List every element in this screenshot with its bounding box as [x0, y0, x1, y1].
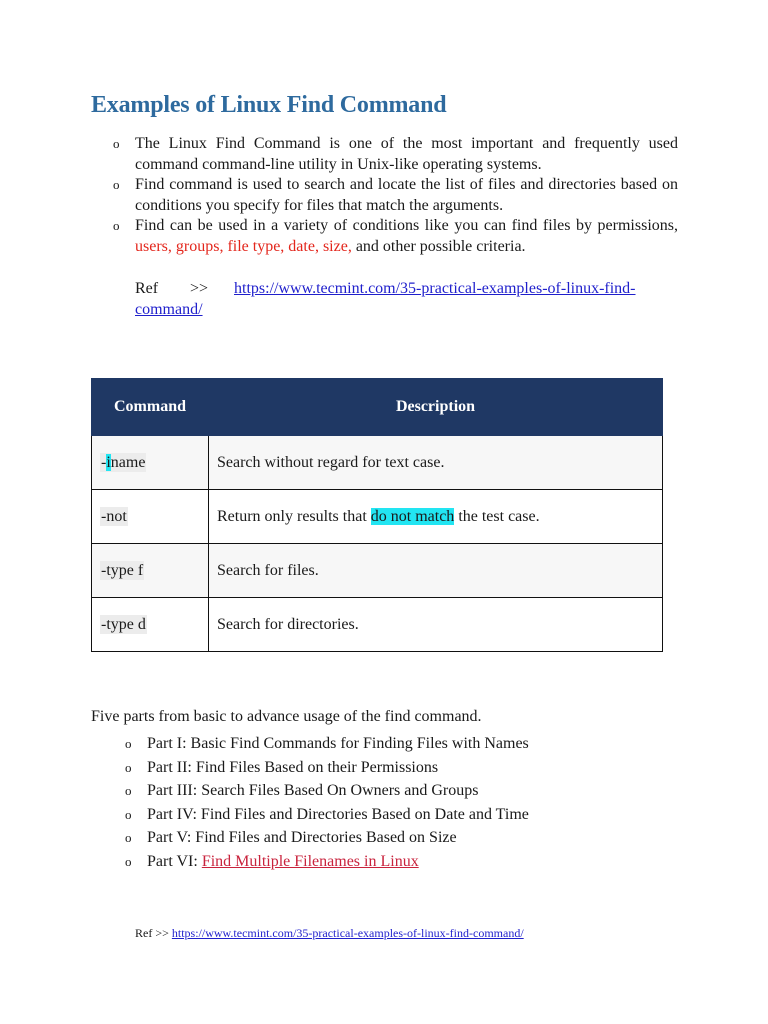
part-text: Part I: Basic Find Commands for Finding Files with Names: [147, 735, 529, 752]
bullet-text: Find command is used to search and locate the list of files and directories based on conditions you specify for files that match the arguments.: [135, 176, 678, 214]
part-text: Part IV: Find Files and Directories Based on Date and Time: [147, 805, 529, 823]
table-row: [92, 598, 663, 652]
part-text: Part VI:: [147, 852, 202, 870]
list-item: [125, 779, 529, 803]
command-highlight: i: [106, 453, 111, 471]
bullet-marker-icon: o: [125, 830, 132, 846]
parts-list: [125, 732, 529, 874]
bullet-marker-icon: o: [125, 806, 132, 822]
command-text: name: [110, 453, 146, 471]
command-cell: [92, 436, 209, 490]
parts-intro-text: Five parts from basic to advance usage of the find command.: [91, 708, 482, 725]
column-header-command: Command: [92, 379, 209, 436]
description-cell: Search for files.: [209, 544, 663, 598]
table-header-row: [92, 379, 663, 436]
find-multiple-filenames-link[interactable]: Find Multiple Filenames in Linux: [201, 852, 419, 870]
bullet-text: Find can be used in a variety of conditions like you can find files by permissions,: [135, 217, 678, 234]
list-item: [113, 175, 678, 216]
bullet-marker-icon: o: [125, 853, 132, 869]
description-cell: Search without regard for text case.: [209, 436, 663, 490]
bullet-text: and other possible criteria.: [351, 237, 526, 255]
column-header-description: Description: [209, 379, 663, 436]
command-cell: [92, 544, 209, 598]
intro-bullet-list: [113, 134, 678, 257]
footer-reference: [135, 926, 524, 941]
table-row: [92, 490, 663, 544]
ref-label: Ref: [135, 280, 159, 297]
footer-ref-label: Ref >>: [135, 926, 172, 940]
bullet-marker-icon: o: [113, 177, 120, 192]
part-text: Part V: Find Files and Directories Based on Size: [147, 829, 457, 847]
list-item: [125, 826, 529, 850]
bullet-marker-icon: o: [113, 136, 120, 151]
bullet-text: The Linux Find Command is one of the most important and frequently used command command-line utility in Unix-like operating systems.: [135, 135, 678, 173]
description-text: the test case.: [454, 507, 540, 525]
table-row: [92, 544, 663, 598]
part-text: Part III: Search Files Based On Owners and Groups: [147, 782, 479, 800]
bullet-marker-icon: o: [125, 736, 132, 751]
command-code: -type d: [101, 615, 146, 633]
list-item: [125, 756, 529, 780]
command-code: -type f: [101, 561, 144, 579]
page-title: Examples of Linux Find Command: [91, 92, 447, 118]
command-cell: [92, 490, 209, 544]
bullet-red-text: users, groups, file type, date, size,: [135, 237, 352, 255]
reference-line: [135, 278, 678, 320]
command-cell: [92, 598, 209, 652]
list-item: [125, 803, 529, 827]
description-cell: Search for directories.: [209, 598, 663, 652]
description-text: Return only results that: [217, 507, 371, 525]
part-text: Part II: Find Files Based on their Permissions: [147, 758, 439, 776]
list-item: [113, 216, 678, 257]
bullet-marker-icon: o: [125, 783, 132, 799]
find-options-table: [91, 378, 663, 652]
description-cell: [209, 490, 663, 544]
list-item: [113, 134, 678, 175]
command-code: [100, 453, 146, 472]
list-item: [125, 850, 529, 874]
command-code: -not: [101, 507, 127, 525]
list-item: [125, 732, 529, 756]
table-row: [92, 436, 663, 490]
description-highlight: do not match: [370, 507, 455, 525]
bullet-marker-icon: o: [125, 759, 132, 775]
reference-link[interactable]: https://www.tecmint.com/35-practical-examples-of-linux-find-command/: [135, 280, 636, 318]
ref-arrows: >>: [190, 280, 209, 297]
footer-reference-link[interactable]: https://www.tecmint.com/35-practical-examples-of-linux-find-command/: [171, 926, 524, 940]
bullet-marker-icon: o: [113, 218, 120, 233]
command-text: -: [101, 453, 107, 471]
